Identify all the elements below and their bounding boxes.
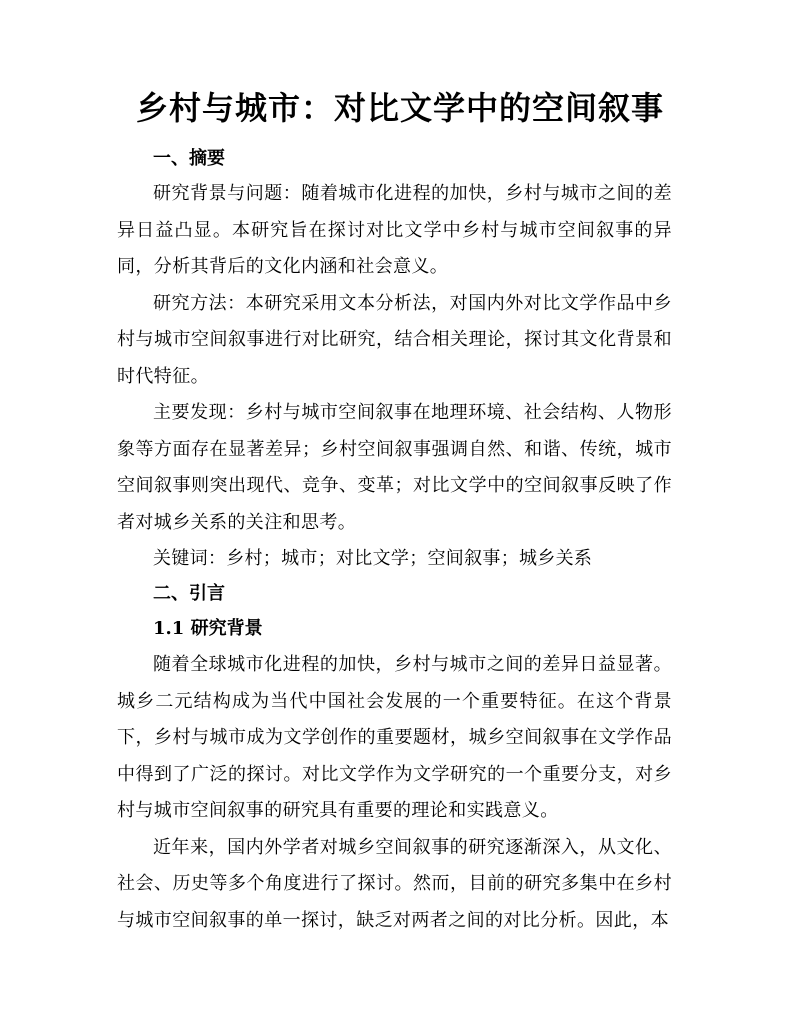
document-body (117, 142, 672, 939)
abstract-heading: 一、摘要 (153, 148, 225, 169)
introduction-paragraph-1: 随着全球城市化进程的加快，乡村与城市之间的差异日益显著。城乡二元结构成为当代中国社会发展的一个重要特征。在这个背景下，乡村与城市成为文学创作的重要题材，城乡空间叙事在文学作品中得到了广泛的探讨。对比文学作为文学研究的一个重要分支，对乡村与城市空间叙事的研究具有重要的理论和实践意义。 (117, 654, 672, 821)
abstract-method-paragraph: 研究方法：本研究采用文本分析法，对国内外对比文学作品中乡村与城市空间叙事进行对比研究，结合相关理论，探讨其文化背景和时代特征。 (117, 292, 672, 387)
abstract-findings-paragraph: 主要发现：乡村与城市空间叙事在地理环境、社会结构、人物形象等方面存在显著差异；乡村空间叙事强调自然、和谐、传统，城市空间叙事则突出现代、竞争、变革；对比文学中的空间叙事反映了作者对城乡关系的关注和思考。 (117, 402, 672, 533)
abstract-section (117, 142, 672, 577)
abstract-keywords: 关键词：乡村；城市；对比文学；空间叙事；城乡关系 (153, 548, 593, 569)
introduction-section (117, 577, 672, 939)
document-title: 乡村与城市：对比文学中的空间叙事 (135, 89, 664, 127)
abstract-background-paragraph: 研究背景与问题：随着城市化进程的加快，乡村与城市之间的差异日益凸显。本研究旨在探讨对比文学中乡村与城市空间叙事的异同，分析其背后的文化内涵和社会意义。 (117, 183, 672, 277)
introduction-paragraph-2: 近年来，国内外学者对城乡空间叙事的研究逐渐深入，从文化、社会、历史等多个角度进行了探讨。然而，目前的研究多集中在乡村与城市空间叙事的单一探讨，缺乏对两者之间的对比分析。因此，本 (117, 836, 672, 931)
research-background-subheading: 1.1 研究背景 (153, 618, 263, 639)
introduction-heading: 二、引言 (153, 583, 225, 604)
